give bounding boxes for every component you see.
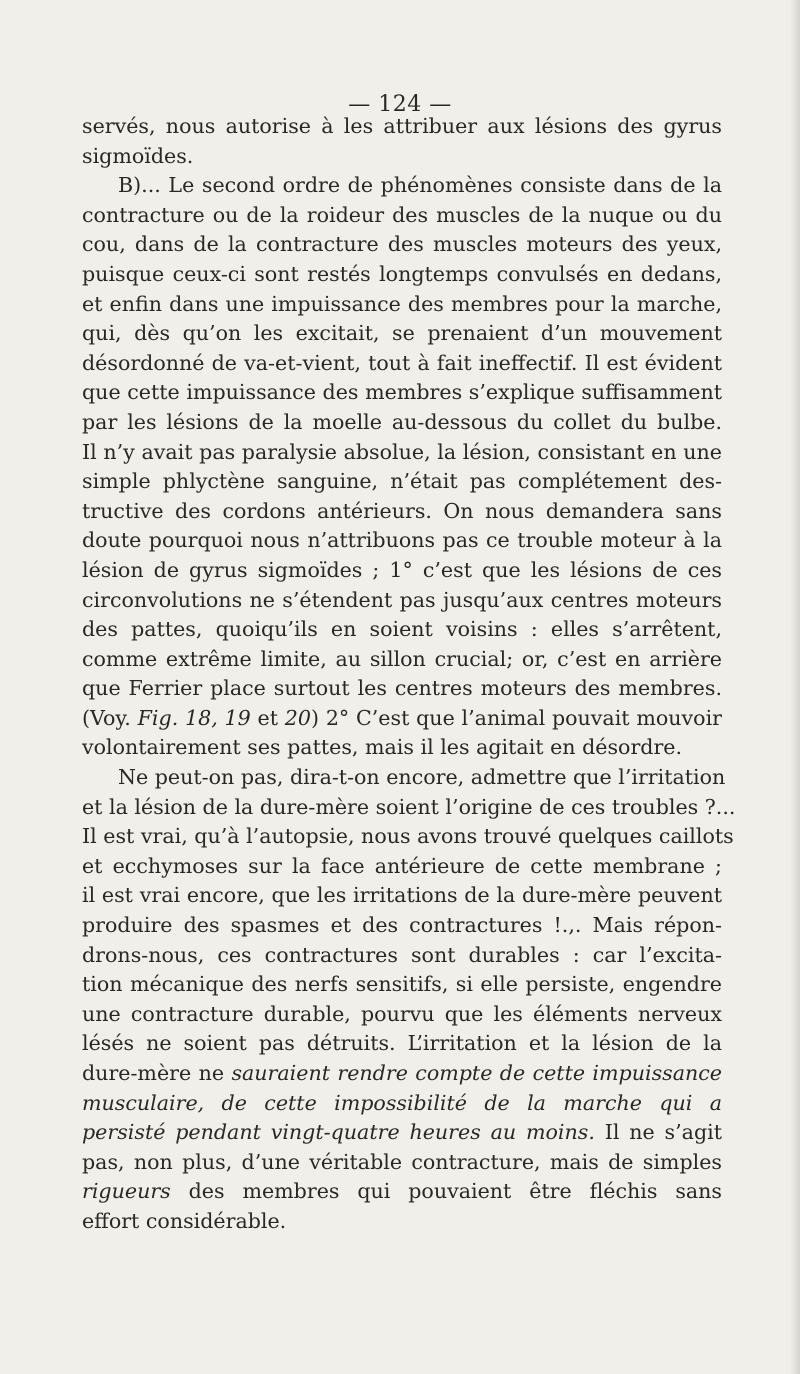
- text-line: [82, 704, 722, 734]
- text-line: Ne peut-on pas, dira-t-on encore, admettre que l’irritation: [118, 765, 726, 790]
- text-line: désordonné de va-et-vient, tout à fait ineffectif. Il est évident: [82, 350, 722, 375]
- italic-segment: 20: [284, 705, 312, 730]
- text-line: servés, nous autorise à les attribuer aux lésions des gyrus: [82, 114, 722, 138]
- text-line: il est vrai encore, que les irritations de la dure-mère peuvent: [82, 883, 722, 908]
- text-line: pas, non plus, d’une véritable contracture, mais de simples: [82, 1149, 722, 1174]
- page-number: — 124 —: [348, 92, 452, 117]
- text-line: sigmoïdes.: [82, 143, 194, 168]
- text-line: comme extrême limite, au sillon crucial; or, c’est en arrière: [82, 646, 722, 671]
- italic-segment: Fig. 18, 19: [137, 705, 251, 730]
- text-line: et la lésion de la dure-mère soient l’origine de ces troubles ?...: [82, 794, 736, 819]
- text-line: effort considérable.: [82, 1208, 287, 1233]
- text-line: B)... Le second ordre de phénomènes consiste dans de la: [118, 173, 722, 198]
- text-segment: Il ne s’agit: [594, 1120, 722, 1145]
- text-line: que cette impuissance des membres s’explique suffisamment: [82, 380, 722, 405]
- text-line: des pattes, quoiqu’ils en soient voisins : elles s’arrêtent,: [82, 617, 722, 642]
- text-line: lésés ne soient pas détruits. L’irritation et la lésion de la: [82, 1031, 722, 1056]
- text-line: par les lésions de la moelle au-dessous du collet du bulbe.: [82, 409, 722, 434]
- text-line: lésion de gyrus sigmoïdes ; 1° c’est que les lésions de ces: [82, 557, 722, 582]
- text-line: une contracture durable, pourvu que les éléments nerveux: [82, 1001, 722, 1026]
- text-line: [82, 1059, 722, 1089]
- italic-segment: rigueurs: [82, 1179, 171, 1204]
- text-line: qui, dès qu’on les excitait, se prenaient d’un mouvement: [82, 321, 722, 346]
- text-line: Il n’y avait pas paralysie absolue, la lésion, consistant en une: [82, 439, 722, 464]
- text-segment: ) 2° C’est que l’animal pouvait mouvoir: [311, 705, 723, 730]
- italic-segment: sauraient rendre compte de cette impuissance: [231, 1061, 722, 1085]
- text-segment: des membres qui pouvaient être fléchis sans: [170, 1179, 722, 1204]
- text-line: produire des spasmes et des contractures !.,. Mais répon-: [82, 913, 722, 938]
- text-line: [82, 1177, 722, 1207]
- text-line: et ecchymoses sur la face antérieure de cette membrane ;: [82, 853, 722, 878]
- text-line: volontairement ses pattes, mais il les agitait en désordre.: [82, 735, 683, 760]
- text-line: que Ferrier place surtout les centres moteurs des membres.: [82, 676, 722, 701]
- text-line: circonvolutions ne s’étendent pas jusqu’aux centres moteurs: [82, 587, 722, 612]
- text-line: [82, 1118, 722, 1148]
- text-line: Il est vrai, qu’à l’autopsie, nous avons trouvé quelques caillots: [82, 824, 734, 849]
- text-segment: (Voy.: [82, 705, 138, 730]
- text-line: cou, dans de la contracture des muscles moteurs des yeux,: [82, 232, 722, 257]
- italic-segment: musculaire, de cette impossibilité de la marche qui a: [82, 1090, 722, 1115]
- text-line: tion mécanique des nerfs sensitifs, si elle persiste, engendre: [82, 972, 722, 997]
- text-line: doute pourquoi nous n’attribuons pas ce trouble moteur à la: [82, 528, 722, 553]
- text-segment: et: [250, 705, 285, 730]
- text-line: tructive des cordons antérieurs. On nous demandera sans: [82, 498, 722, 523]
- text-line: et enfin dans une impuissance des membres pour la marche,: [82, 291, 722, 316]
- text-line: drons-nous, ces contractures sont durables : car l’excita-: [82, 942, 722, 967]
- page-edge-shadow: [790, 0, 800, 1374]
- text-line: contracture ou de la roideur des muscles de la nuque ou du: [82, 202, 722, 227]
- body-text: [82, 112, 736, 1237]
- text-line: [82, 1089, 722, 1119]
- text-segment: dure-mère ne: [82, 1061, 232, 1085]
- italic-segment: persisté pendant vingt-quatre heures au moins.: [82, 1120, 595, 1145]
- text-line: puisque ceux-ci sont restés longtemps convulsés en dedans,: [82, 261, 722, 286]
- text-line: simple phlyctène sanguine, n’était pas complétement des-: [82, 469, 722, 494]
